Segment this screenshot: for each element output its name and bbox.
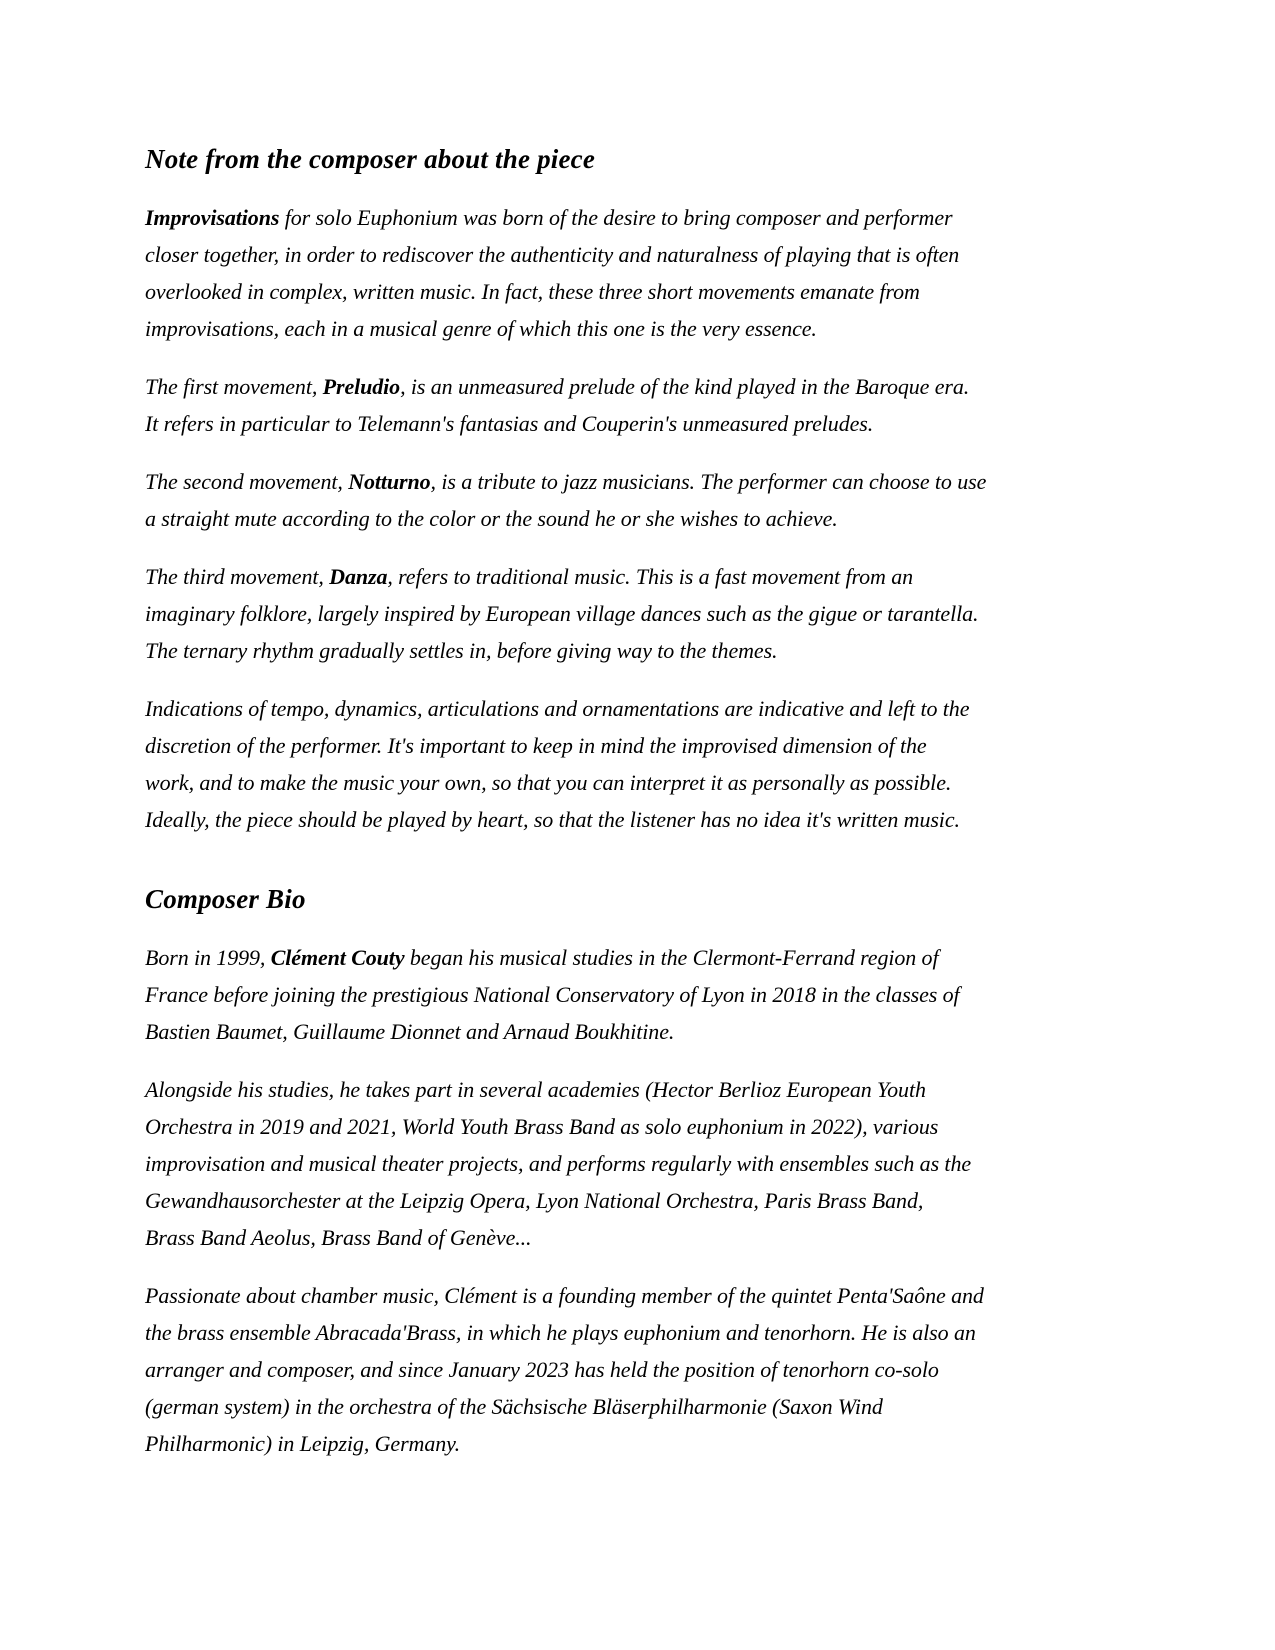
text-line	[145, 1219, 1235, 1256]
text-segment: Passionate about chamber music, Clément is a founding member of the quintet Penta'Saône and	[145, 1283, 984, 1308]
text-line	[145, 690, 1235, 727]
text-segment: The second movement,	[145, 469, 349, 494]
text-segment: Indications of tempo, dynamics, articulations and ornamentations are indicative and left to the	[145, 696, 970, 721]
text-line	[145, 1425, 1235, 1462]
text-segment: (german system) in the orchestra of the Sächsische Bläserphilharmonie (Saxon Wind	[145, 1394, 883, 1419]
text-segment: The third movement,	[145, 564, 330, 589]
section	[145, 881, 1235, 1462]
text-segment: It refers in particular to Telemann's fantasias and Couperin's unmeasured preludes.	[145, 411, 874, 436]
emphasized-text: Preludio	[322, 374, 401, 399]
text-segment: Philharmonic) in Leipzig, Germany.	[145, 1431, 460, 1456]
paragraph	[145, 1277, 1235, 1462]
text-segment: , refers to traditional music. This is a fast movement from an	[387, 564, 914, 589]
emphasized-text: Notturno	[348, 469, 431, 494]
text-segment: a straight mute according to the color or the sound he or she wishes to achieve.	[145, 506, 838, 531]
text-line	[145, 1277, 1235, 1314]
text-segment: work, and to make the music your own, so that you can interpret it as personally as possible.	[145, 770, 952, 795]
paragraph	[145, 939, 1235, 1050]
text-line	[145, 1145, 1235, 1182]
text-segment: overlooked in complex, written music. In fact, these three short movements emanate from	[145, 279, 920, 304]
text-segment: Alongside his studies, he takes part in several academies (Hector Berlioz European Youth	[145, 1077, 926, 1102]
text-line	[145, 1071, 1235, 1108]
text-segment: the brass ensemble Abracada'Brass, in which he plays euphonium and tenorhorn. He is also an	[145, 1320, 976, 1345]
text-segment: Gewandhausorchester at the Leipzig Opera, Lyon National Orchestra, Paris Brass Band,	[145, 1188, 924, 1213]
text-line	[145, 405, 1235, 442]
text-segment: , is an unmeasured prelude of the kind played in the Baroque era.	[400, 374, 970, 399]
text-segment: discretion of the performer. It's important to keep in mind the improvised dimension of the	[145, 733, 927, 758]
text-line	[145, 939, 1235, 976]
text-segment: The ternary rhythm gradually settles in, before giving way to the themes.	[145, 638, 778, 663]
text-line	[145, 1351, 1235, 1388]
text-line	[145, 595, 1235, 632]
text-line	[145, 801, 1235, 838]
text-segment: improvisation and musical theater projects, and performs regularly with ensembles such as the	[145, 1151, 972, 1176]
text-line	[145, 1108, 1235, 1145]
text-segment: arranger and composer, and since January 2023 has held the position of tenorhorn co-solo	[145, 1357, 939, 1382]
text-segment: The first movement,	[145, 374, 323, 399]
section-heading: Composer Bio	[145, 884, 306, 914]
text-line	[145, 558, 1235, 595]
text-line	[145, 500, 1235, 537]
paragraph	[145, 368, 1235, 442]
text-segment: Bastien Baumet, Guillaume Dionnet and Arnaud Boukhitine.	[145, 1019, 675, 1044]
text-segment: for solo Euphonium was born of the desire to bring composer and performer	[279, 205, 953, 230]
paragraph	[145, 558, 1235, 669]
emphasized-text: Danza	[329, 564, 388, 589]
text-line	[145, 632, 1235, 669]
text-segment: Ideally, the piece should be played by heart, so that the listener has no idea it's written music.	[145, 807, 960, 832]
text-segment: improvisations, each in a musical genre of which this one is the very essence.	[145, 316, 817, 341]
text-segment: imaginary folklore, largely inspired by European village dances such as the gigue or tarantella.	[145, 601, 979, 626]
text-segment: Orchestra in 2019 and 2021, World Youth Brass Band as solo euphonium in 2022), various	[145, 1114, 939, 1139]
text-line	[145, 1388, 1235, 1425]
emphasized-text: Clément Couty	[270, 945, 405, 970]
text-segment: closer together, in order to rediscover the authenticity and naturalness of playing that is often	[145, 242, 960, 267]
section-heading: Note from the composer about the piece	[145, 144, 596, 174]
text-line	[145, 463, 1235, 500]
emphasized-text: Improvisations	[145, 205, 280, 230]
text-line	[145, 727, 1235, 764]
paragraph	[145, 1071, 1235, 1256]
paragraph	[145, 199, 1235, 347]
text-line	[145, 310, 1235, 347]
text-line	[145, 764, 1235, 801]
paragraph	[145, 463, 1235, 537]
text-line	[145, 1314, 1235, 1351]
text-segment: Born in 1999,	[145, 945, 271, 970]
text-segment: began his musical studies in the Clermont-Ferrand region of	[404, 945, 939, 970]
text-segment: , is a tribute to jazz musicians. The performer can choose to use	[430, 469, 987, 494]
text-line	[145, 199, 1235, 236]
section	[145, 141, 1235, 838]
paragraph	[145, 690, 1235, 838]
text-line	[145, 368, 1235, 405]
text-line	[145, 1182, 1235, 1219]
text-line	[145, 1013, 1235, 1050]
text-line	[145, 976, 1235, 1013]
text-segment: Brass Band Aeolus, Brass Band of Genève...	[145, 1225, 532, 1250]
text-line	[145, 273, 1235, 310]
text-line	[145, 236, 1235, 273]
text-segment: France before joining the prestigious National Conservatory of Lyon in 2018 in the classes of	[145, 982, 960, 1007]
